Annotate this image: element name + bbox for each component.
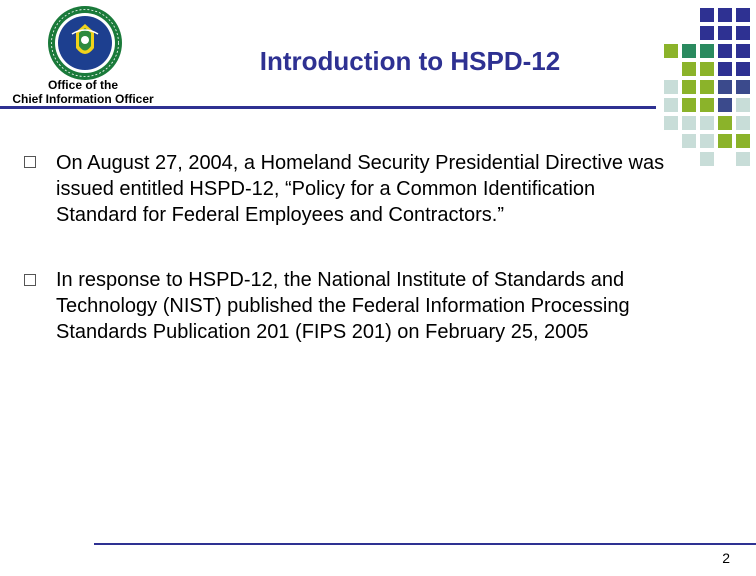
grid-square — [700, 26, 714, 40]
grid-square — [682, 116, 696, 130]
grid-square — [736, 116, 750, 130]
grid-square — [736, 152, 750, 166]
grid-square — [700, 116, 714, 130]
grid-square — [718, 80, 732, 94]
grid-square — [664, 80, 678, 94]
grid-square — [700, 62, 714, 76]
grid-square — [664, 116, 678, 130]
title-divider — [0, 106, 656, 109]
grid-square — [682, 134, 696, 148]
grid-square — [718, 98, 732, 112]
bullet-text-2: In response to HSPD-12, the National Institute of Standards and Technology (NIST) published the Federal Information Processing Standards Publication 201 (FIPS 201) on February 25, 2005 — [56, 269, 630, 343]
grid-square — [682, 44, 696, 58]
footer-divider — [94, 543, 756, 545]
grid-square — [736, 26, 750, 40]
grid-square — [664, 44, 678, 58]
bullet-icon — [24, 274, 36, 286]
office-line-1: Office of the — [47, 78, 118, 92]
grid-square — [736, 134, 750, 148]
grid-square — [718, 134, 732, 148]
grid-square — [718, 26, 732, 40]
doe-seal-icon — [42, 4, 128, 82]
grid-square — [736, 8, 750, 22]
grid-square — [700, 98, 714, 112]
grid-square — [718, 44, 732, 58]
grid-square — [718, 62, 732, 76]
grid-square — [718, 116, 732, 130]
page-number: 2 — [722, 550, 730, 566]
grid-square — [700, 8, 714, 22]
bullet-text-1: On August 27, 2004, a Homeland Security Presidential Directive was issued entitled HSPD-12, “Policy for a Common Identification Standard for Federal Employees and Contractors.” — [56, 152, 665, 226]
office-line-2: Chief Information Officer — [12, 92, 154, 106]
grid-square — [700, 152, 714, 166]
grid-square — [736, 62, 750, 76]
grid-square — [700, 134, 714, 148]
grid-square — [736, 44, 750, 58]
grid-square — [736, 98, 750, 112]
decorative-square-grid — [664, 8, 756, 164]
office-label — [0, 78, 166, 106]
grid-square — [682, 98, 696, 112]
grid-square — [682, 80, 696, 94]
bullet-icon — [24, 156, 36, 168]
grid-square — [664, 98, 678, 112]
grid-square — [736, 80, 750, 94]
grid-square — [718, 8, 732, 22]
slide-title: Introduction to HSPD-12 — [259, 46, 561, 76]
grid-square — [700, 44, 714, 58]
grid-square — [682, 62, 696, 76]
grid-square — [700, 80, 714, 94]
